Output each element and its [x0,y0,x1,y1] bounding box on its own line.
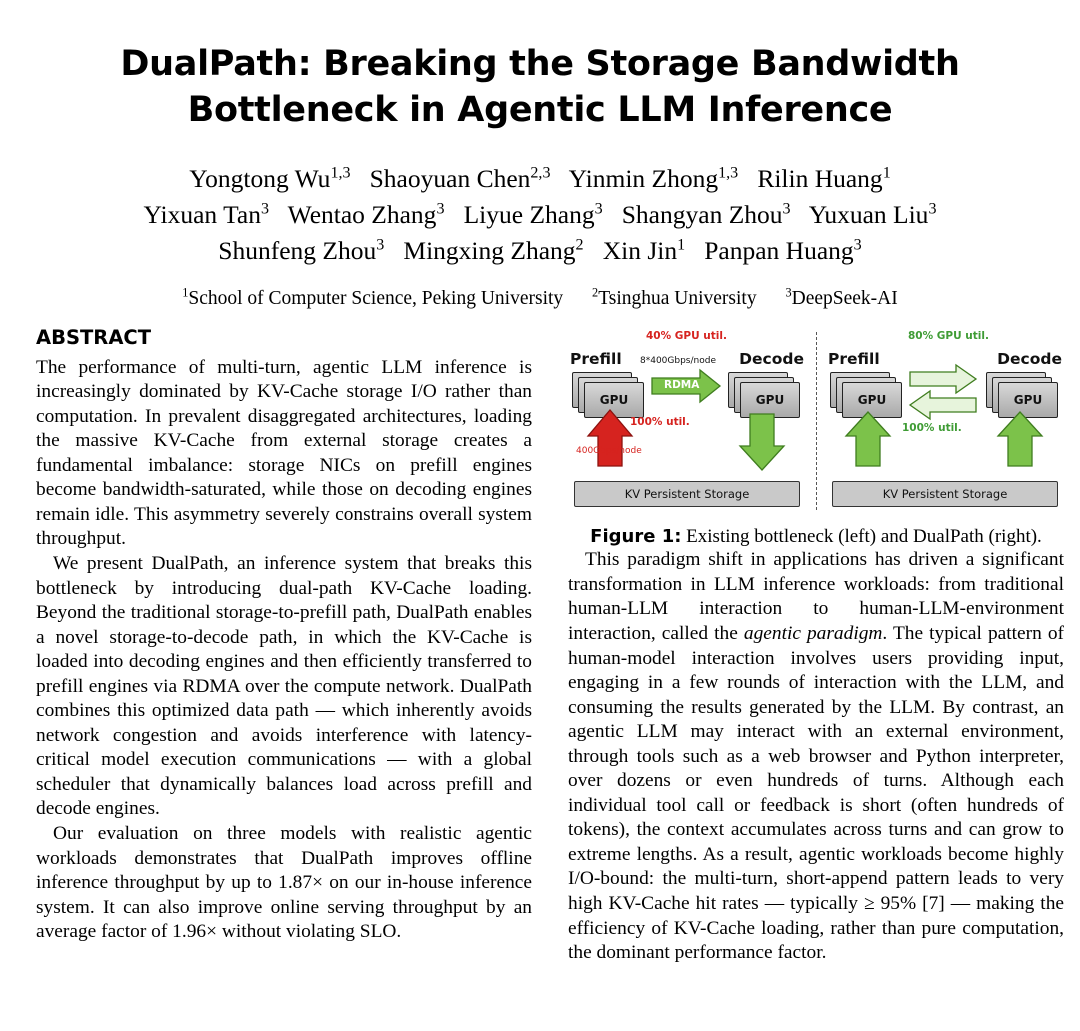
gpu-label: GPU [599,392,629,407]
affiliation-1: $^1$School of Computer Science, Peking University [182,285,564,309]
right-storage-bar: KV Persistent Storage [832,481,1058,507]
affiliation-list [40,285,1040,310]
left-column [36,326,532,966]
abstract-paragraph-2: We present DualPath, an inference system that breaks this bottleneck by introducing dual-path KV-Cache loading. Beyond the traditional storage-to-prefill path, DualPath enables a novel storage-to-decode path, in which the KV-Cache is loaded into decoding engines and then efficiently transferred to prefill engines via RDMA over the compute network. DualPath combines this optimized data path — which inherently avoids network congestion and avoids interference with latency-critical model execution communications — with a global scheduler that dynamically balances load across prefill and decode engines. [36,552,532,820]
title-line-1: DualPath: Breaking the Storage Bandwidth [120,44,960,84]
paper-page [0,42,1080,1031]
abstract-paragraph-3: Our evaluation on three models with realistic agentic workloads demonstrates that DualPath improves offline inference throughput by up to 1.87× on our in-house inference system. It can also improve online serving throughput by an average factor of 1.96× without violating SLO. [36,823,532,943]
storage-to-decode-arrow [998,412,1042,466]
left-storage-util-label: 100% util. [630,415,690,428]
figure-right-panel [826,328,1064,513]
author-line-3: Shunfeng Zhou$^3$ Mingxing Zhang$^2$ Xin Jin$^1$ Panpan Huang$^3$ [218,236,862,266]
storage-to-prefill-arrow [846,412,890,466]
gpu-label: GPU [755,392,785,407]
author-list [40,161,1040,270]
two-column-body [36,325,1064,966]
intro-paragraph-1: This paradigm shift in applications has driven a significant transformation in LLM inference workloads: from traditional human-LLM interaction to human-LLM-environment interaction, called the agentic paradigm. The typical pattern of human-model interaction involves users providing input, engaging in a few rounds of interaction with the LLM, and consuming the results generated by the LLM. By contrast, an agentic LLM may interact with an external environment, through tools such as a web browser and Python interpreter, over dozens or even hundreds of turns. Although each individual tool call or feedback is short (often hundreds of tokens), the context accumulates across turns and can grow to extreme lengths. As a result, agentic workloads become highly I/O-bound: the multi-turn, short-append pattern leads to very high KV-Cache hit rates — typically ≥ 95% [7] — making the efficiency of KV-Cache loading, rather than pure computation, the dominant performance factor. [568,549,1064,964]
figure-1-caption [568,525,1064,549]
figure-caption-label: Figure 1: [590,525,682,547]
figure-1 [568,328,1064,549]
abstract-paragraph-1: The performance of multi-turn, agentic LLM inference is increasingly dominated by KV-Cache storage I/O rather than computation. In prevalent disaggregated architectures, loading the massive KV-Cache from external storage creates a fundamental imbalance: storage NICs on prefill engines become bandwidth-saturated, while those on decoding engines remain idle. This asymmetry severely constrains overall system throughput. [36,356,532,550]
right-decode-label: Decode [997,349,1062,368]
right-storage-util-label: 100% util. [902,421,962,434]
left-decode-label: Decode [739,349,804,368]
figure-1-canvas [568,328,1064,513]
author-line-2: Yixuan Tan$^3$ Wentao Zhang$^3$ Liyue Zhang$^3$ Shangyan Zhou$^3$ Yuxuan Liu$^3$ [143,200,937,230]
author-line-1: Yongtong Wu$^{1,3}$ Shaoyuan Chen$^{2,3}$ Yinmin Zhong$^{1,3}$ Rilin Huang$^1$ [189,164,891,193]
figure-left-panel [568,328,806,513]
left-storage-bar: KV Persistent Storage [574,481,800,507]
left-gpu-util-label: 40% GPU util. [646,329,727,342]
title-line-2: Bottleneck in Agentic LLM Inference [187,89,893,130]
figure-caption-text: Existing bottleneck (left) and DualPath (right). [686,525,1042,547]
left-link-bw-label: 8*400Gbps/node [640,355,716,366]
affiliation-3: $^3$DeepSeek-AI [785,285,898,309]
page-title [70,42,1010,133]
abstract-heading: ABSTRACT [36,325,152,349]
compute-arrow-right [910,365,976,393]
figure-divider [816,332,817,510]
compute-arrow-left [910,391,976,419]
rdma-label: RDMA [664,378,700,391]
decode-idle-arrow [740,414,784,470]
storage-to-prefill-arrow [588,410,632,466]
right-column [568,326,1064,966]
gpu-label: GPU [857,392,887,407]
left-prefill-label: Prefill [570,349,622,368]
affiliation-2: $^2$Tsinghua University [592,285,757,309]
gpu-label: GPU [1013,392,1043,407]
right-prefill-label: Prefill [828,349,880,368]
left-storage-bw-label: 400Gbps/node [576,445,642,456]
right-gpu-util-label: 80% GPU util. [908,329,989,342]
